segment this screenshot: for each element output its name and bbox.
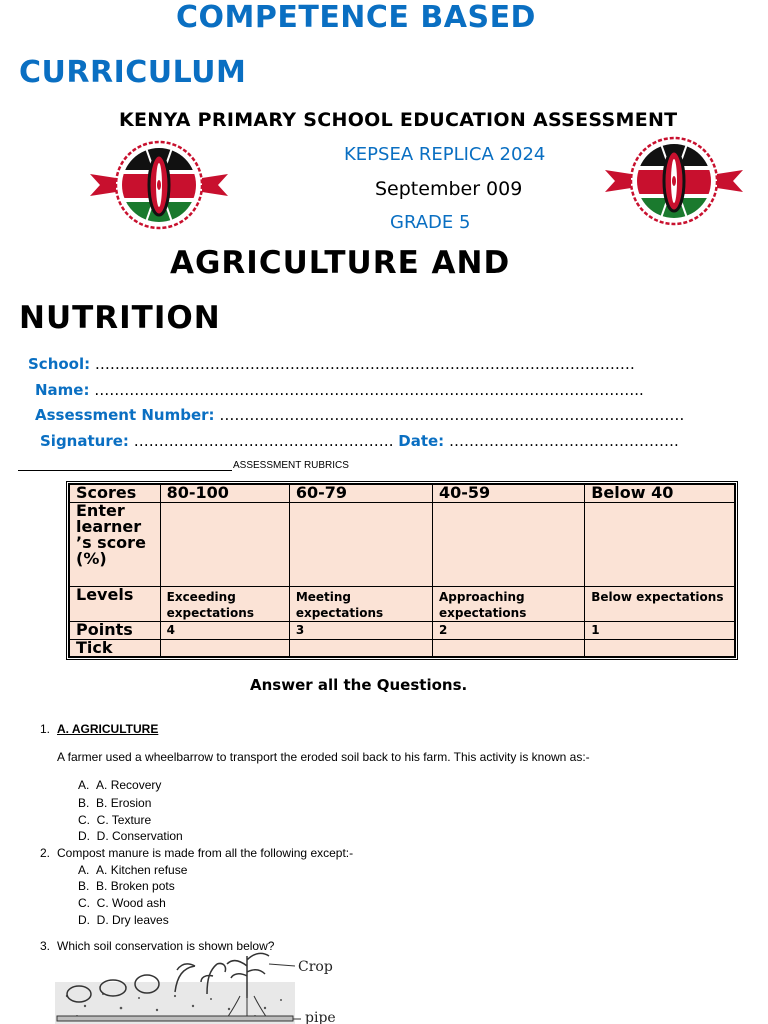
rubric-tick-cell[interactable] [585, 639, 735, 657]
option-text: D. Dry leaves [96, 913, 169, 927]
rubric-level-approaching: Approaching expectations [433, 586, 585, 621]
name-dots[interactable]: ……………………………………………………………………………………………….. [94, 381, 644, 399]
question-2-option-b[interactable] [78, 879, 175, 893]
option-text: A. Recovery [96, 778, 162, 792]
rubric-header-40-59: 40-59 [433, 484, 585, 502]
rubric-score-cell[interactable] [433, 502, 585, 586]
figure-label-crop: Crop [298, 959, 333, 975]
option-letter: D. [78, 829, 90, 843]
assessment-number-label: Assessment Number: [35, 406, 215, 424]
rubric-tick-cell[interactable] [433, 639, 585, 657]
rubric-header-60-79: 60-79 [289, 484, 432, 502]
school-field[interactable] [28, 355, 635, 373]
question-1-option-b[interactable] [78, 796, 151, 810]
rubric-level-exceeding: Exceeding expectations [160, 586, 289, 621]
question-1-option-a[interactable] [78, 778, 161, 792]
soil-conservation-figure [55, 936, 345, 1024]
option-letter: B. [78, 796, 90, 810]
subject-line-1: AGRICULTURE AND [170, 245, 511, 281]
option-text: A. Kitchen refuse [96, 863, 188, 877]
rubric-tick-cell[interactable] [289, 639, 432, 657]
question-1-option-d[interactable] [78, 829, 183, 843]
signature-dots[interactable]: ……………………………………………. [133, 432, 394, 450]
kenya-emblem-left-icon [88, 140, 230, 230]
rubric-points-3: 3 [289, 621, 432, 639]
figure-label-pipe: pipe [305, 1010, 336, 1024]
question-2-option-d[interactable] [78, 913, 169, 927]
rubric-score-cell[interactable] [160, 502, 289, 586]
rubric-levels-label: Levels [69, 586, 160, 621]
rubric-level-below: Below expectations [585, 586, 735, 621]
question-2-text: Compost manure is made from all the following except:- [57, 846, 354, 860]
question-1-option-c[interactable] [78, 813, 151, 827]
rubric-points-1: 1 [585, 621, 735, 639]
school-label: School: [28, 355, 91, 373]
assessment-number-field[interactable] [35, 406, 684, 424]
rubric-level-meeting: Meeting expectations [289, 586, 432, 621]
rubric-score-cell[interactable] [585, 502, 735, 586]
rubric-score-cell[interactable] [289, 502, 432, 586]
replica-label: KEPSEA REPLICA 2024 [344, 144, 546, 165]
rubric-levels-row [69, 586, 735, 621]
section-heading-agriculture: A. AGRICULTURE [57, 722, 159, 736]
title-line-1: COMPETENCE BASED [176, 0, 536, 35]
rubric-caption: ASSESSMENT RUBRICS [233, 460, 349, 471]
instructions-heading: Answer all the Questions. [250, 676, 468, 694]
question-2-option-c[interactable] [78, 896, 166, 910]
rubric-score-label: Enter learner ’s score (%) [69, 502, 160, 586]
option-letter: C. [78, 896, 90, 910]
option-letter: D. [78, 913, 90, 927]
option-text: C. Wood ash [96, 896, 166, 910]
rubric-header-row [69, 484, 735, 502]
title-line-2: CURRICULUM [19, 55, 247, 90]
option-letter: A. [78, 778, 90, 792]
question-2-number: 2. [40, 846, 51, 860]
question-1-text: A farmer used a wheelbarrow to transport the eroded soil back to his farm. This activity is known as:- [57, 750, 590, 764]
assessment-rubric-table [68, 483, 736, 658]
rubric-points-label: Points [69, 621, 160, 639]
rubric-tick-row [69, 639, 735, 657]
signature-label: Signature: [40, 432, 129, 450]
option-letter: B. [78, 879, 90, 893]
option-text: B. Broken pots [96, 879, 175, 893]
rubric-header-80-100: 80-100 [160, 484, 289, 502]
rubric-score-row [69, 502, 735, 586]
question-1-number: 1. [40, 722, 51, 736]
option-text: C. Texture [96, 813, 152, 827]
kenya-emblem-right-icon [603, 136, 745, 226]
date-dots[interactable]: ………………………………………. [448, 432, 679, 450]
rubric-tick-label: Tick [69, 639, 160, 657]
rubric-header-below-40: Below 40 [585, 484, 735, 502]
option-letter: A. [78, 863, 90, 877]
rubric-points-row [69, 621, 735, 639]
date-field-label: Date: [398, 432, 445, 450]
question-2-option-a[interactable] [78, 863, 187, 877]
rubric-tick-cell[interactable] [160, 639, 289, 657]
rubric-points-2: 2 [433, 621, 585, 639]
option-text: D. Conservation [96, 829, 183, 843]
signature-date-field[interactable] [40, 432, 679, 450]
subject-line-2: NUTRITION [19, 300, 221, 336]
rubric-points-4: 4 [160, 621, 289, 639]
date-label: September 009 [375, 178, 523, 200]
grade-label: GRADE 5 [390, 212, 471, 233]
school-dots[interactable]: ……………………………………………………………………………………………… [94, 355, 635, 373]
rubric-header-scores: Scores [69, 484, 160, 502]
exam-body-heading: KENYA PRIMARY SCHOOL EDUCATION ASSESSMENT [119, 109, 678, 131]
assessment-number-dots[interactable]: ………………………………………………………………………………… [219, 406, 685, 424]
question-3-number: 3. [40, 939, 51, 953]
caption-rule [18, 470, 232, 471]
question-3-text: Which soil conservation is shown below? [57, 939, 275, 953]
name-field[interactable] [35, 381, 644, 399]
option-text: B. Erosion [96, 796, 152, 810]
name-label: Name: [35, 381, 90, 399]
option-letter: C. [78, 813, 90, 827]
